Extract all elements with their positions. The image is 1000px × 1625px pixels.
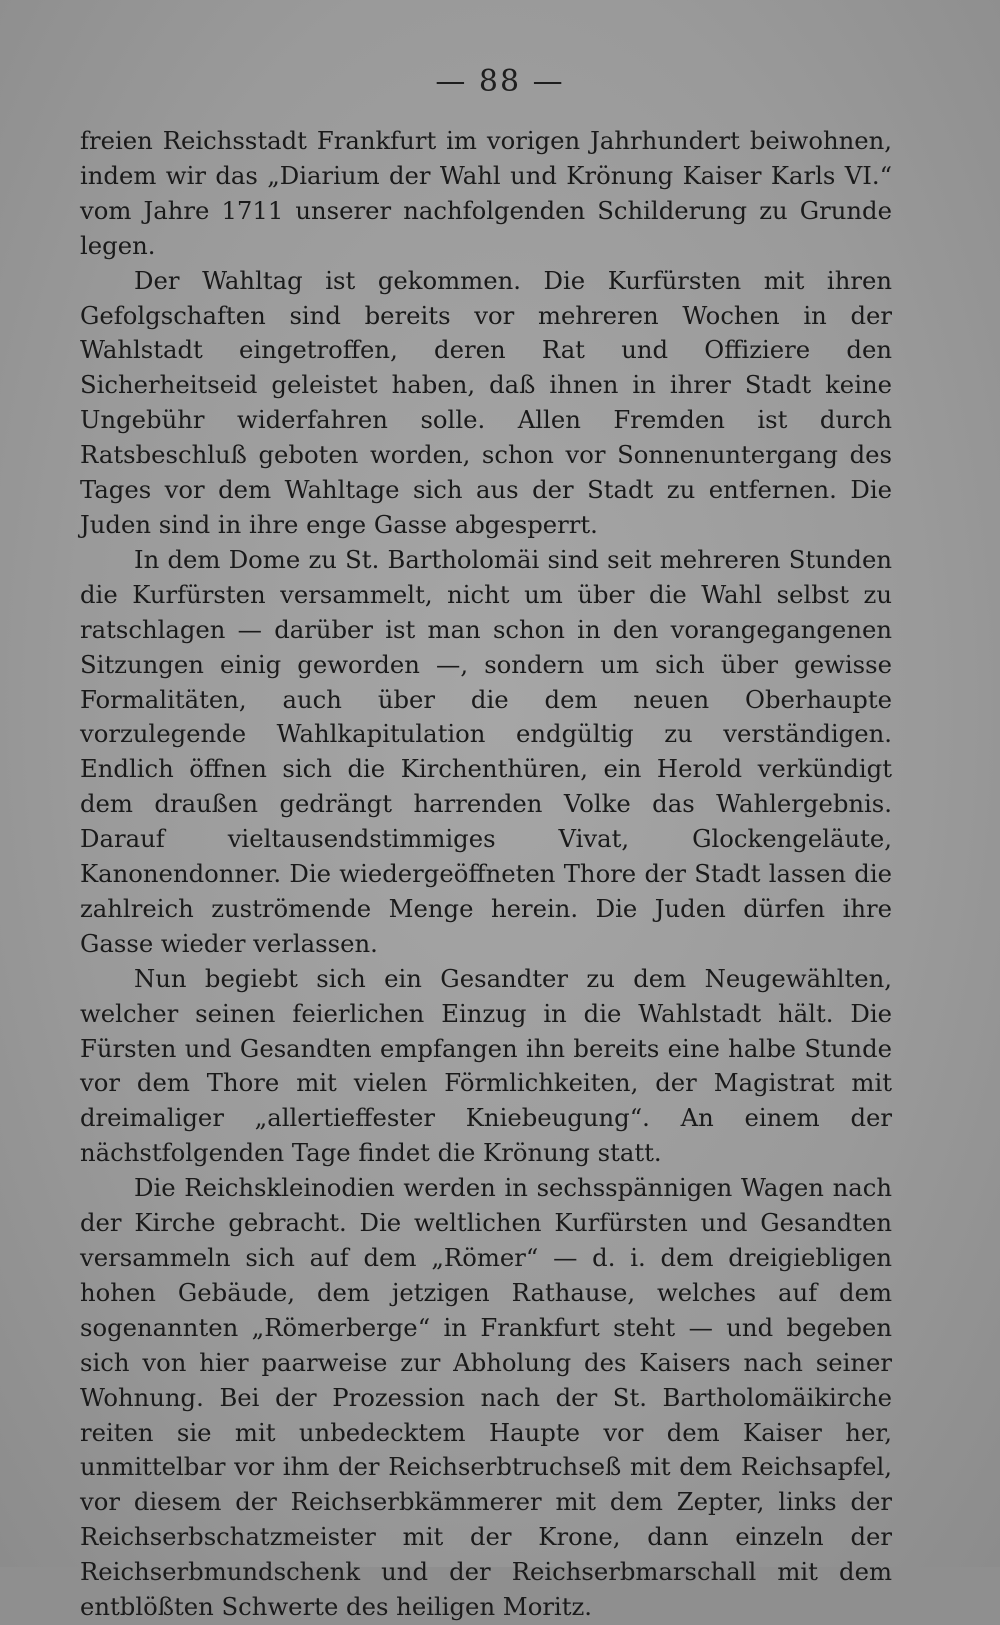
paragraph-text: Die Reichskleinodien werden in sechsspännigen Wagen nach der Kirche gebracht. Die weltlichen Kurfürsten und Gesandten versammeln sich auf dem „Römer“ — d. i. dem dreigiebligen hohen Gebäude, dem jetzigen Rathause, welches auf dem sogenannten „Römerberge“ in Frankfurt steht — und begeben sich von hier paarweise zur Abholung des Kaisers nach seiner Wohnung. Bei der Prozession nach der St. Bartholomäikirche reiten sie mit unbedecktem Haupte vor dem Kaiser her, unmittelbar vor ihm der Reichserbtruchseß mit dem Reichsapfel, vor diesem der Reichserbkämmerer mit dem Zepter, links der Reichserbschatzmeister mit der Krone, dann einzeln der Reichserbmundschenk und der Reichserbmarschall mit dem entblößten Schwerte des heiligen Moritz.: [80, 1173, 892, 1622]
paragraph-2: [80, 264, 892, 543]
paragraph-1: [80, 124, 892, 264]
paragraph-3: [80, 543, 892, 962]
page-number: — 88 —: [435, 64, 565, 99]
paragraph-text: In dem Dome zu St. Bartholomäi sind seit mehreren Stunden die Kurfürsten versammelt, nicht um über die Wahl selbst zu ratschlagen — darüber ist man schon in den vorangegangenen Sitzungen einig geworden —, sondern um sich über gewisse Formalitäten, auch über die dem neuen Oberhaupte vorzulegende Wahlkapitulation endgültig zu verständigen. Endlich öffnen sich die Kirchenthüren, ein Herold verkündigt dem draußen gedrängt harrenden Volke das Wahlergebnis. Darauf vieltausendstimmiges Vivat, Glockengeläute, Kanonendonner. Die wiedergeöffneten Thore der Stadt lassen die zahlreich zuströmende Menge herein. Die Juden dürfen ihre Gasse wieder verlassen.: [80, 544, 892, 958]
body-text: [80, 124, 892, 1625]
paragraph-text: freien Reichsstadt Frankfurt im vorigen Jahrhundert beiwohnen, indem wir das „Diarium der Wahl und Krönung Kaiser Karls VI.“ vom Jahre 1711 unserer nachfolgenden Schilderung zu Grunde legen.: [80, 126, 892, 260]
paragraph-5: [80, 1171, 892, 1625]
paragraph-text: Der Wahltag ist gekommen. Die Kurfürsten mit ihren Gefolgschaften sind bereits vor mehreren Wochen in der Wahlstadt eingetroffen, deren Rat und Offiziere den Sicherheitseid geleistet haben, daß ihnen in ihrer Stadt keine Ungebühr widerfahren solle. Allen Fremden ist durch Ratsbeschluß geboten worden, schon vor Sonnenuntergang des Tages vor dem Wahltage sich aus der Stadt zu entfernen. Die Juden sind in ihre enge Gasse abgesperrt.: [80, 265, 892, 539]
paragraph-text: Nun begiebt sich ein Gesandter zu dem Neugewählten, welcher seinen feierlichen Einzug in die Wahlstadt hält. Die Fürsten und Gesandten empfangen ihn bereits eine halbe Stunde vor dem Thore mit vielen Förmlichkeiten, der Magistrat mit dreimaliger „allertieffester Kniebeugung“. An einem der nächstfolgenden Tage findet die Krönung statt.: [80, 963, 892, 1168]
paragraph-4: [80, 962, 892, 1171]
